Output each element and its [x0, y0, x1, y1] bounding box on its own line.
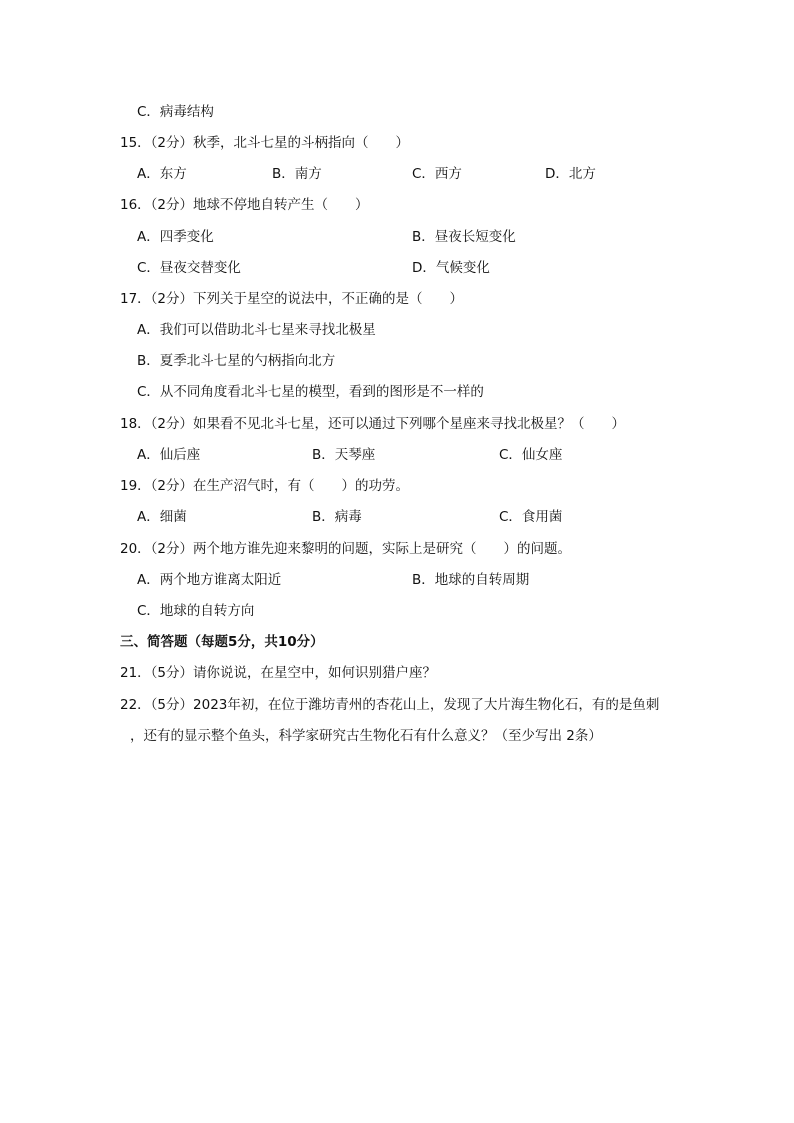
q19-option-a: A．细菌 — [137, 509, 187, 525]
q18-option-b: B．天琴座 — [312, 447, 376, 463]
q20-option-a: A．两个地方谁离太阳近 — [137, 572, 282, 588]
q20-option-c: C．地球的自转方向 — [137, 603, 255, 619]
q14-option-c: C．病毒结构 — [137, 104, 214, 120]
q22-stem-line2: ，还有的显示整个鱼头，科学家研究古生物化石有什么意义？（至少写出 2条） — [130, 728, 602, 744]
q19-option-c: C．食用菌 — [499, 509, 563, 525]
q17-option-b: B．夏季北斗七星的勺柄指向北方 — [137, 353, 336, 369]
q16-stem: 16．（2分）地球不停地自转产生（ ） — [120, 197, 369, 213]
q20-stem: 20．（2分）两个地方谁先迎来黎明的问题，实际上是研究（ ）的问题。 — [120, 541, 572, 557]
q17-stem: 17．（2分）下列关于星空的说法中，不正确的是（ ） — [120, 291, 464, 307]
q18-option-c: C．仙女座 — [499, 447, 563, 463]
q17-option-a: A．我们可以借助北斗七星来寻找北极星 — [137, 322, 376, 338]
q15-option-b: B．南方 — [272, 166, 322, 182]
q15-option-a: A．东方 — [137, 166, 187, 182]
q15-option-c: C．西方 — [412, 166, 462, 182]
q22-stem-line1: 22．（5分）2023年初，在位于潍坊青州的杏花山上，发现了大片海生物化石，有的是鱼刺 — [120, 697, 660, 713]
q16-option-b: B．昼夜长短变化 — [412, 229, 516, 245]
section-heading-short-answer: 三、简答题（每题5分，共10分） — [120, 634, 324, 650]
q17-option-c: C．从不同角度看北斗七星的模型，看到的图形是不一样的 — [137, 384, 484, 400]
q18-stem: 18．（2分）如果看不见北斗七星，还可以通过下列哪个星座来寻找北极星？（ ） — [120, 416, 626, 432]
q16-option-d: D．气候变化 — [412, 260, 490, 276]
q15-stem: 15．（2分）秋季，北斗七星的斗柄指向（ ） — [120, 135, 410, 151]
q19-option-b: B．病毒 — [312, 509, 362, 525]
q19-stem: 19．（2分）在生产沼气时，有（ ）的功劳。 — [120, 478, 410, 494]
q18-option-a: A．仙后座 — [137, 447, 201, 463]
q15-option-d: D．北方 — [545, 166, 596, 182]
q16-option-a: A．四季变化 — [137, 229, 214, 245]
q21-stem: 21．（5分）请你说说，在星空中，如何识别猎户座？ — [120, 665, 437, 681]
q16-option-c: C．昼夜交替变化 — [137, 260, 241, 276]
q20-option-b: B．地球的自转周期 — [412, 572, 530, 588]
